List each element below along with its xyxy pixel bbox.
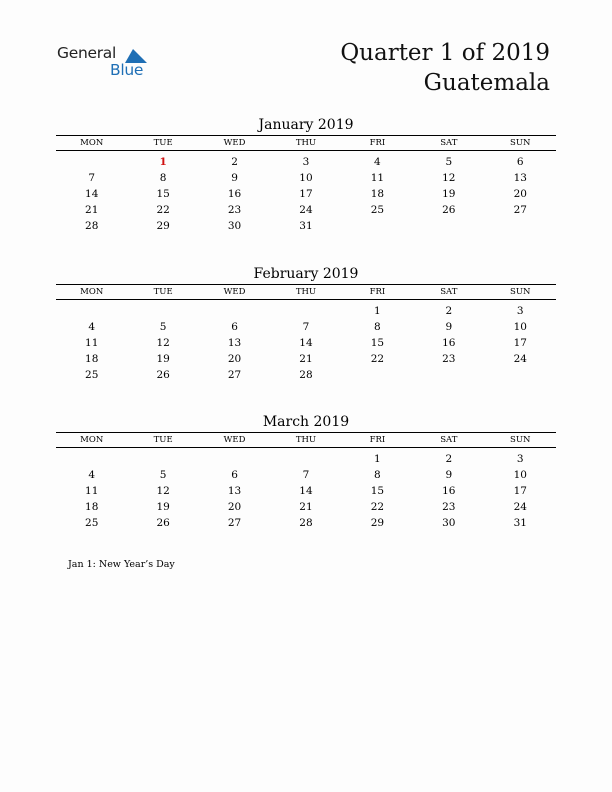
day-cell: 11: [85, 485, 99, 497]
day-cell: 14: [299, 485, 313, 497]
day-cell: 16: [442, 485, 456, 497]
day-cell: 22: [370, 501, 385, 513]
day-cell: 8: [374, 321, 381, 333]
day-cell: 4: [88, 321, 96, 333]
empty-day-cell: [485, 367, 556, 383]
day-cell: 20: [513, 188, 527, 200]
month-title: February 2019: [253, 266, 359, 282]
day-cell: 21: [299, 353, 313, 365]
day-cell: 20: [227, 353, 242, 365]
day-cell: 2: [231, 156, 238, 168]
day-cell: 4: [374, 156, 381, 168]
empty-day-cell: [56, 154, 127, 170]
weekday-header: WED: [199, 136, 270, 151]
day-cell: 15: [370, 485, 385, 497]
weekday-header: THU: [270, 433, 341, 448]
day-cell: 2: [445, 453, 453, 465]
month-title: January 2019: [258, 117, 354, 133]
weekday-header-row: [56, 285, 556, 300]
empty-day-cell: [56, 303, 127, 319]
day-cell: 3: [516, 305, 524, 317]
day-cell: 20: [227, 501, 242, 513]
day-cell: 24: [299, 204, 313, 216]
holiday-day-cell: 1: [159, 156, 167, 168]
empty-day-cell: [342, 218, 413, 234]
day-cell: 29: [156, 220, 170, 232]
day-cell: 8: [159, 172, 167, 184]
empty-day-cell: [199, 303, 270, 319]
day-cell: 1: [374, 305, 381, 317]
day-cell: 2: [445, 305, 453, 317]
day-cell: 3: [302, 156, 310, 168]
week-row: [56, 335, 556, 351]
day-cell: 29: [370, 517, 385, 529]
day-cell: 11: [85, 337, 99, 349]
month-block-february: [56, 264, 556, 383]
day-cell: 4: [88, 469, 96, 481]
day-cell: 18: [370, 188, 385, 200]
day-cell: 9: [231, 172, 238, 184]
day-cell: 25: [85, 517, 99, 529]
week-row: [56, 303, 556, 319]
day-cell: 16: [442, 337, 456, 349]
day-cell: 28: [299, 517, 313, 529]
weekday-header: SAT: [413, 433, 484, 448]
month-calendar-table: [56, 135, 556, 234]
weekday-header: MON: [56, 136, 127, 151]
day-cell: 19: [156, 501, 170, 513]
empty-day-cell: [127, 451, 198, 467]
day-cell: 11: [370, 172, 385, 184]
weekday-header: FRI: [342, 433, 413, 448]
day-cell: 26: [156, 369, 170, 381]
holiday-note: Jan 1: New Year’s Day: [68, 559, 175, 570]
weekday-header: WED: [199, 285, 270, 300]
weekday-header: TUE: [127, 285, 198, 300]
day-cell: 31: [513, 517, 527, 529]
day-cell: 6: [231, 321, 238, 333]
empty-day-cell: [56, 451, 127, 467]
day-cell: 22: [156, 204, 170, 216]
day-cell: 21: [299, 501, 313, 513]
day-cell: 19: [156, 353, 170, 365]
day-cell: 25: [85, 369, 99, 381]
day-cell: 5: [159, 321, 167, 333]
day-cell: 28: [299, 369, 313, 381]
day-cell: 30: [227, 220, 242, 232]
day-cell: 12: [156, 485, 170, 497]
day-cell: 6: [516, 156, 524, 168]
weekday-header: SUN: [485, 285, 556, 300]
day-cell: 10: [513, 469, 527, 481]
month-calendar-table: [56, 432, 556, 531]
day-cell: 10: [299, 172, 313, 184]
day-cell: 27: [227, 369, 242, 381]
week-row: [56, 351, 556, 367]
day-cell: 22: [370, 353, 385, 365]
day-cell: 27: [513, 204, 527, 216]
day-cell: 26: [442, 204, 456, 216]
day-cell: 5: [159, 469, 167, 481]
empty-day-cell: [413, 367, 484, 383]
day-cell: 15: [156, 188, 170, 200]
month-calendar-table: [56, 284, 556, 383]
month-block-march: [56, 412, 556, 531]
day-cell: 25: [370, 204, 385, 216]
day-cell: 27: [227, 517, 242, 529]
day-cell: 13: [227, 337, 242, 349]
week-row: [56, 319, 556, 335]
day-cell: 23: [442, 501, 456, 513]
day-cell: 17: [513, 485, 527, 497]
weekday-header: MON: [56, 433, 127, 448]
logo-text-general: General: [57, 44, 116, 62]
day-cell: 23: [442, 353, 456, 365]
day-cell: 24: [513, 501, 527, 513]
week-row: [56, 202, 556, 218]
day-cell: 17: [513, 337, 527, 349]
day-cell: 3: [516, 453, 524, 465]
day-cell: 19: [442, 188, 456, 200]
day-cell: 5: [445, 156, 453, 168]
weekday-header: TUE: [127, 433, 198, 448]
weekday-header: SUN: [485, 136, 556, 151]
day-cell: 12: [156, 337, 170, 349]
weekday-header: FRI: [342, 136, 413, 151]
week-row: [56, 218, 556, 234]
day-cell: 24: [513, 353, 527, 365]
day-cell: 10: [513, 321, 527, 333]
day-cell: 15: [370, 337, 385, 349]
week-row: [56, 483, 556, 499]
week-row: [56, 170, 556, 186]
day-cell: 13: [227, 485, 242, 497]
day-cell: 6: [231, 469, 238, 481]
day-cell: 14: [85, 188, 99, 200]
week-row: [56, 154, 556, 170]
day-cell: 28: [85, 220, 99, 232]
day-cell: 21: [85, 204, 99, 216]
weekday-header: THU: [270, 136, 341, 151]
day-cell: 18: [85, 501, 99, 513]
weekday-header: MON: [56, 285, 127, 300]
week-row: [56, 499, 556, 515]
week-row: [56, 467, 556, 483]
generalblue-logo: [57, 44, 157, 84]
month-block-january: [56, 115, 556, 234]
day-cell: 18: [85, 353, 99, 365]
day-cell: 30: [442, 517, 456, 529]
week-row: [56, 515, 556, 531]
weekday-header-row: [56, 433, 556, 448]
empty-day-cell: [413, 218, 484, 234]
month-title: March 2019: [262, 414, 350, 430]
day-cell: 7: [302, 321, 310, 333]
country-title: Guatemala: [423, 70, 550, 96]
day-cell: 23: [227, 204, 242, 216]
weekday-header: WED: [199, 433, 270, 448]
week-row: [56, 367, 556, 383]
day-cell: 7: [302, 469, 310, 481]
week-row: [56, 186, 556, 202]
day-cell: 13: [513, 172, 527, 184]
day-cell: 31: [299, 220, 313, 232]
day-cell: 12: [442, 172, 456, 184]
empty-day-cell: [199, 451, 270, 467]
page-title: Quarter 1 of 2019: [340, 40, 550, 66]
weekday-header-row: [56, 136, 556, 151]
day-cell: 9: [445, 469, 453, 481]
logo-text-blue: Blue: [110, 61, 144, 79]
week-row: [56, 451, 556, 467]
day-cell: 8: [374, 469, 381, 481]
empty-day-cell: [270, 303, 341, 319]
weekday-header: SUN: [485, 433, 556, 448]
weekday-header: TUE: [127, 136, 198, 151]
day-cell: 9: [445, 321, 453, 333]
day-cell: 7: [88, 172, 96, 184]
empty-day-cell: [270, 451, 341, 467]
day-cell: 17: [299, 188, 313, 200]
weekday-header: FRI: [342, 285, 413, 300]
empty-day-cell: [127, 303, 198, 319]
day-cell: 1: [374, 453, 381, 465]
day-cell: 16: [227, 188, 242, 200]
day-cell: 26: [156, 517, 170, 529]
empty-day-cell: [485, 218, 556, 234]
empty-day-cell: [342, 367, 413, 383]
day-cell: 14: [299, 337, 313, 349]
weekday-header: THU: [270, 285, 341, 300]
weekday-header: SAT: [413, 136, 484, 151]
weekday-header: SAT: [413, 285, 484, 300]
